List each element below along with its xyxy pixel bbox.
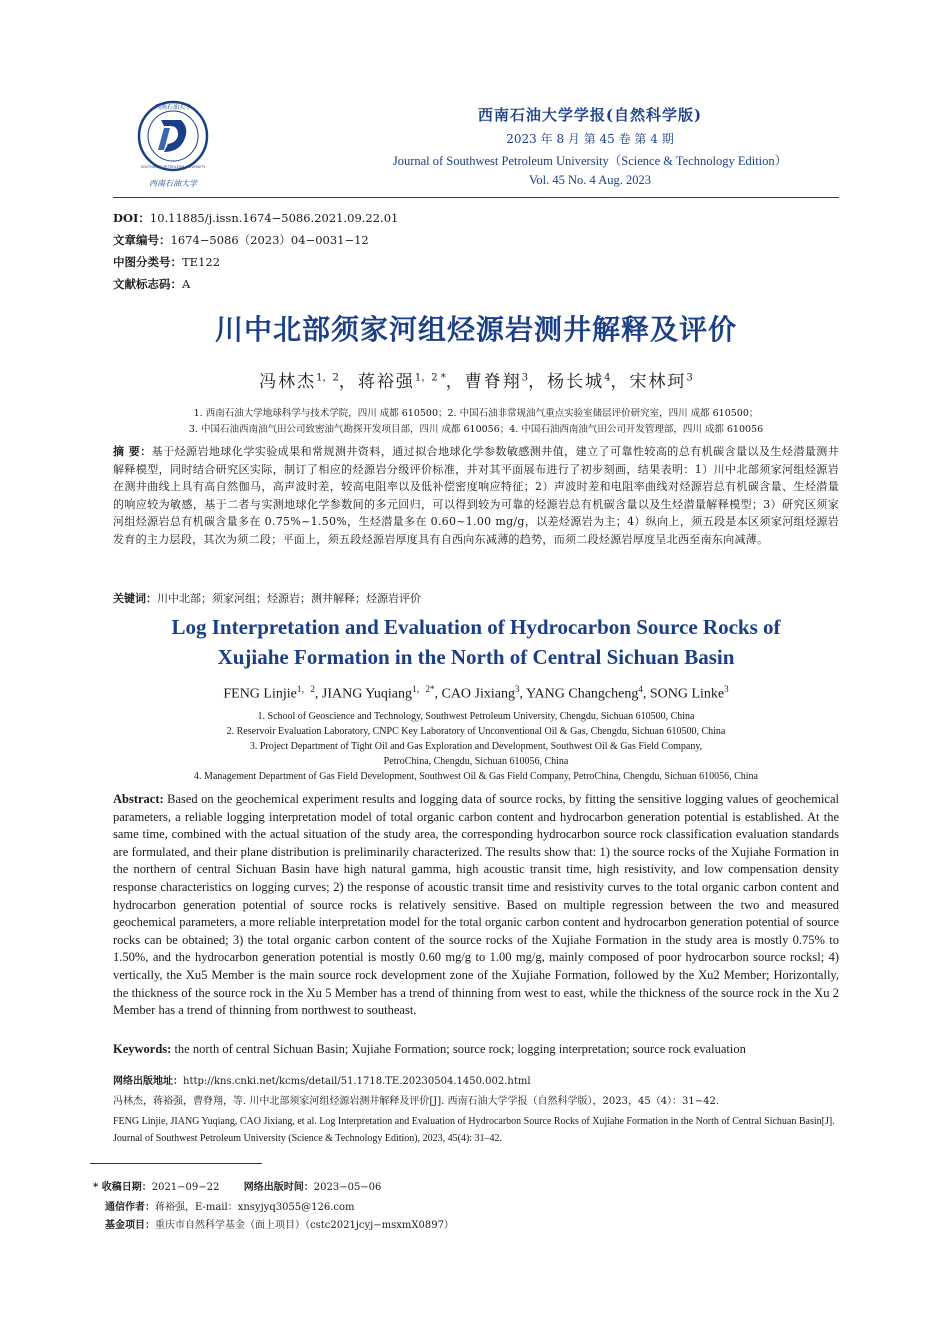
logo-en-text: SOUTHWEST PETROLEUM UNIVERSITY [140,165,206,169]
keywords-en [113,1041,839,1058]
author-cn-5-sup: 3 [686,372,693,384]
doc-value: A [182,277,191,291]
abstract-cn-text: 基于烃源岩地球化学实验成果和常规测井资料，通过拟合地球化学参数敏感测井值，建立了可靠性较高的总有机碳含量以及生烃潜量测井解释模型，同时结合研究区实际，制订了相应的烃源岩分级评价标准，并对其平面展布进行了初步刻画，结果表明：1）川中北部须家河组烃源岩在测井曲线上具有高自然伽马，高声波时差，较高电阻率以及低补偿密度响应特征；2）声波时差和电阻率曲线对烃源岩总有机碳含量、生烃潜量的响应较为敏感，基于二者与实测地球化学参数间的多元回归，可以得到较为可靠的烃源岩总有机碳含量以及生烃潜量解释模型；3）研究区须家河组烃源岩总有机碳含量多在 0.75%~1.50%，生烃潜量多在 0.60~1.00 mg/g，以差烃源岩为主；4）纵向上，须五段是本区须家河组烃源岩发育的主力层段，其次为须二段；平面上，须五段烃源岩厚度具有自西向东减薄的趋势，而须二段烃源岩厚度呈北西至南东向减薄。 [113,445,840,546]
received-value: 2021−09−22 [151,1182,220,1193]
author-cn-2-sup: 1，2 * [414,372,446,384]
author-cn-4: ，杨长城 [528,372,605,392]
affiliation-en-3: 3. Project Department of Tight Oil and Gas Exploration and Development, Southwest Oil & Gas Field Company, [249,741,703,752]
fund-value: 重庆市自然科学基金（面上项目）（cstc2021jcyj−msxmX0897） [155,1220,454,1231]
abstract-cn [113,443,839,548]
clc-value: TE122 [182,255,221,269]
corr-label: 通信作者： [105,1202,155,1213]
online-time-label: 网络出版时间： [243,1182,314,1193]
volume-en: Vol. 45 No. 4 Aug. 2023 [528,173,651,187]
footnote-dates [93,1178,833,1193]
fund-label: 基金项目： [105,1220,155,1231]
author-en-4-sup: 4 [638,684,643,694]
author-en-5-sup: 3 [724,684,729,694]
author-en-2-sup: 1，2* [411,684,435,694]
author-cn-5: ，宋林珂 [610,372,687,392]
author-en-3-sup: 3 [514,684,520,694]
authors-en [113,682,839,703]
keywords-cn-label: 关键词： [113,592,157,605]
online-label: 网络出版地址： [113,1076,183,1087]
keywords-cn [113,590,839,607]
online-address [113,1072,839,1087]
title-en [113,612,839,672]
affiliation-en-1: 1. School of Geoscience and Technology, Southwest Petroleum University, Chengdu, Sichuan 610500, China [257,711,695,722]
title-en-line-1: Log Interpretation and Evaluation of Hydrocarbon Source Rocks of [171,615,781,639]
meta-doi [113,210,839,226]
meta-document-code [113,276,839,292]
journal-name-cn: 西南石油大学学报(自然科学版) [477,106,703,124]
author-cn-1-sup: 1，2 [316,372,339,384]
issue-cn: 2023 年 8 月 第 45 卷 第 4 期 [506,132,674,146]
author-cn-1: 冯林杰 [259,372,317,392]
footnote-rule [90,1163,262,1164]
article-label: 文章编号： [113,233,171,247]
keywords-cn-text: 川中北部；须家河组；烃源岩；测井解释；烃源岩评价 [157,592,421,605]
affiliation-en-4: 4. Management Department of Gas Field Development, Southwest Oil & Gas Field Company, PetroChina, Chengdu, Sichuan 610056, China [194,771,758,782]
doc-label: 文献标志码： [113,277,182,291]
keywords-en-text: the north of central Sichuan Basin; Xujiahe Formation; source rock; logging interpretation; source rock evaluation [171,1042,746,1056]
logo-bottom-text: 西南石油大学 [149,179,197,188]
received-label: * 收稿日期： [93,1182,152,1193]
abstract-en-text: Based on the geochemical experiment results and logging data of source rocks, by fitting the sensitive logging values of geochemical parameters, a reliable logging interpretation model of total organic carbon content and hydrocarbon generation potential is established. At the same time, combined with the actual situation of the study area, the corresponding hydrocarbon source rock classification evaluation standards are formulated, and their plane distribution is preliminarily characterized. The results show that: 1) the source rocks of the Xujiahe Formation in the northern of central Sichuan Basin have high natural gamma, high acoustic transit time, high resistivity, and low compensation density response characteristics on logging curves; 2) the response of acoustic transit time and resistivity curves to the total organic carbon content and hydrocarbon generation potential of source rocks is relatively sensitive. Based on multiple regression between the two and measured geochemical parameters, a more reliable interpretation model for the total organic carbon content and hydrocarbon generation potential of source rocks can be obtained; 3) the total organic carbon content of the source rocks of the Xujiahe Formation in the study area is mostly 0.75% to 1.50%, and the hydrocarbon generation potential is mostly 0.60 mg/g to 1.00 mg/g, mainly composed of poor hydrocarbon source rocksl; 4) vertically, the Xu5 Member is the main source rock development zone of the Xujiahe Formation, followed by the Xu2 Member; Horizontally, the thickness of the source rock in the Xu 5 Member has a trend of thinning from west to east, while the thickness of the source rock in the Xu 2 Member has a trend of thinning from northwest to southeast. [113,792,839,1018]
article-value: 1674−5086（2023）04−0031−12 [170,233,369,247]
logo-top-text: 西南石油大学 [154,104,192,111]
author-en-4: , YANG Changcheng [519,686,639,702]
author-cn-2: ，蒋裕强 [338,372,415,392]
author-en-5: , SONG Linke [642,686,725,702]
footnote-fund [105,1216,845,1231]
title-cn: 川中北部须家河组烃源岩测井解释及评价 [214,313,737,346]
doi-label: DOI： [113,211,150,225]
author-en-1: FENG Linjie [223,686,297,702]
abstract-en-label: Abstract: [113,792,164,806]
authors-cn [113,367,839,392]
header-rule [113,197,839,198]
affiliation-en-2: 2. Reservoir Evaluation Laboratory, CNPC Key Laboratory of Unconventional Oil & Gas, Chengdu, Sichuan 610500, China [226,726,726,737]
journal-logo [134,98,212,190]
author-cn-3-sup: 3 [521,372,529,384]
clc-label: 中图分类号： [113,255,182,269]
author-en-2: , JIANG Yuqiang [314,686,412,702]
abstract-en [113,791,839,1020]
citation-en: FENG Linjie, JIANG Yuqiang, CAO Jixiang, et al. Log Interpretation and Evaluation of Hydrocarbon Source Rocks of Xujiahe Formation in the North of Central Sichuan Basin[J]. Journal of Southwest Petroleum University (Science & Technology Edition), 2023, 45(4): 31–42. [113,1116,835,1144]
keywords-en-label: Keywords: [113,1042,172,1056]
affiliation-cn-2: 3. 中国石油西南油气田公司致密油气勘探开发项目部，四川 成都 610056；4. 中国石油西南油气田公司开发管理部，四川 成都 610056 [188,424,764,435]
doi-value: 10.11885/j.issn.1674−5086.2021.09.22.01 [149,211,399,225]
author-cn-3: ，曹脊翔 [445,372,522,392]
online-time-value: 2023−05−06 [313,1182,382,1193]
online-url[interactable]: http://kns.cnki.net/kcms/detail/51.1718.TE.20230504.1450.002.html [183,1076,531,1087]
author-en-1-sup: 1，2 [296,684,315,694]
affiliation-en-3-cont: PetroChina, Chengdu, Sichuan 610056, China [383,756,569,767]
meta-clc [113,254,839,270]
affiliation-cn-1: 1. 西南石油大学地球科学与技术学院，四川 成都 610500；2. 中国石油非常规油气重点实验室储层评价研究室，四川 成都 610500； [193,408,759,419]
journal-name-en: Journal of Southwest Petroleum University（Science & Technology Edition） [392,154,788,168]
corr-value: 蒋裕强，E-mail：xnsyjyq3055@126.com [155,1202,355,1213]
citation-cn: 冯林杰，蒋裕强，曹脊翔，等. 川中北部须家河组烃源岩测井解释及评价[J]. 西南石油大学学报（自然科学版），2023，45（4）：31−42. [113,1096,720,1107]
author-en-3: , CAO Jixiang [434,686,515,702]
abstract-cn-label: 摘 要： [113,445,152,458]
meta-article-number [113,232,839,248]
author-cn-4-sup: 4 [604,372,611,384]
title-en-line-2: Xujiahe Formation in the North of Central Sichuan Basin [217,645,735,669]
footnote-corresponding [105,1198,845,1213]
